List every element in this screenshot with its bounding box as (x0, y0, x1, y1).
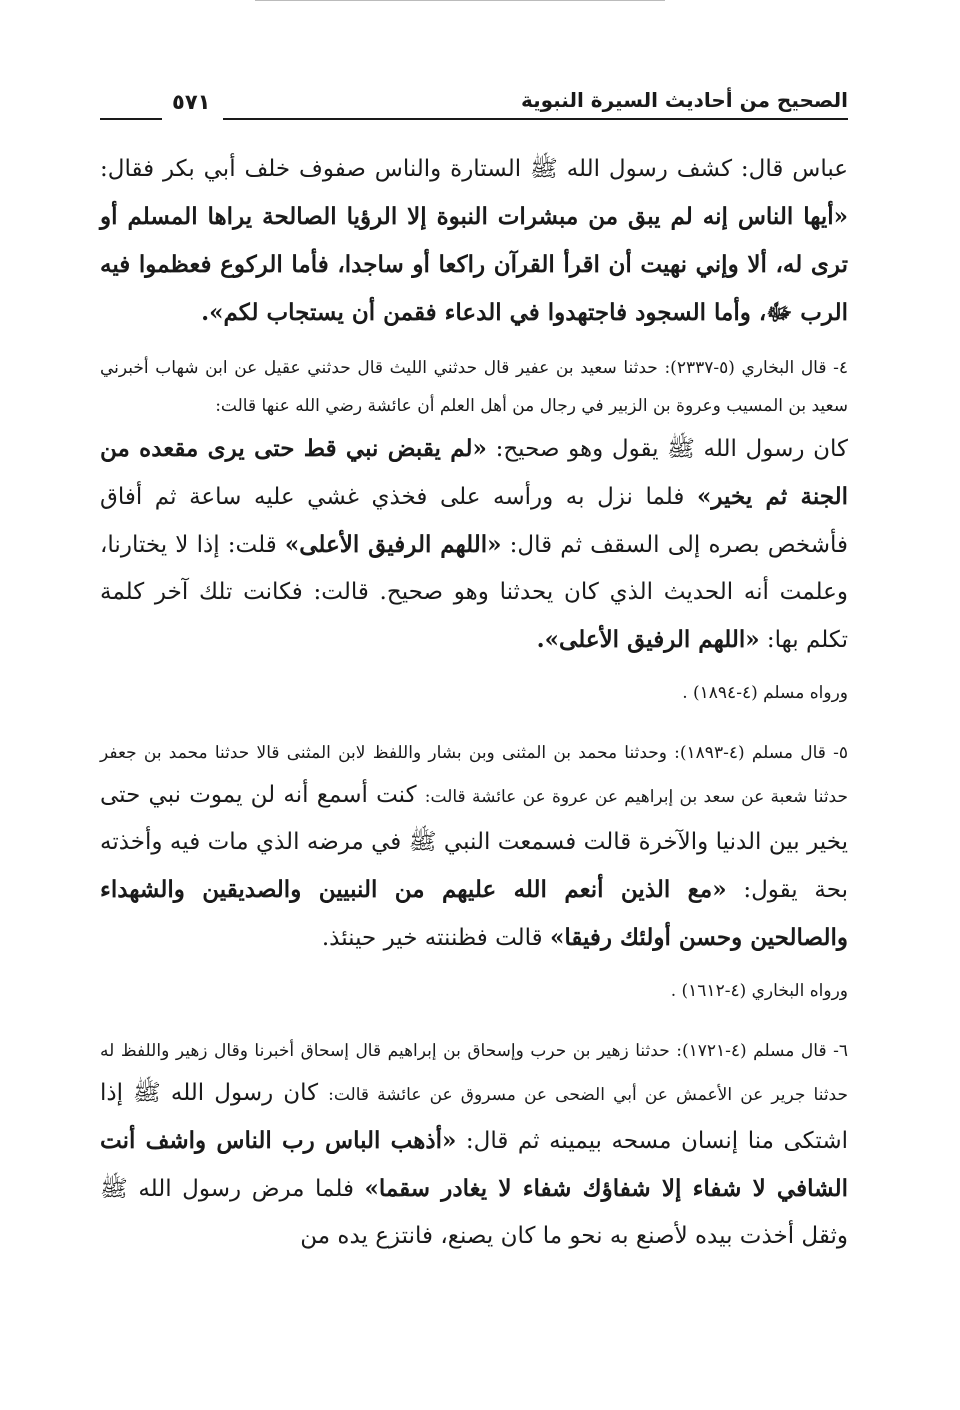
top-edge-rule (255, 0, 665, 3)
bold-quote: «مع الذين أنعم الله عليهم من النبيين والصديقين والشهداء والصالحين وحسن أولئك رفيقا» (100, 876, 848, 951)
header-rule-short (100, 118, 162, 120)
text-segment: ورواه البخاري (٤-١٦١٢) . (670, 981, 848, 1001)
page-number: ٥٧١ (172, 90, 211, 114)
isnad-paragraph (100, 734, 848, 962)
bold-quote: «اللهم الرفيق الأعلى» (284, 531, 502, 558)
text-segment: فلما نزل به ورأسه على فخذي غشي عليه ساعة ثم أفاق فأشخص بصره إلى السقف ثم قال: (100, 484, 848, 558)
narration-reference (100, 976, 848, 1006)
bold-quote: «لم يقبض نبي قط حتى يرى مقعده من الجنة ثم يخير» (100, 435, 848, 510)
text-segment: ٦- قال مسلم (٤-١٧٢١): حدثنا زهير بن حرب وإسحاق بن إبراهيم قال إسحاق أخبرنا وقال زهير واللفظ له حدثنا جرير عن الأعمش عن أبي الضحى عن مسروق عن عائشة قالت: (100, 1041, 848, 1105)
text-segment: فلما مرض رسول الله ﷺ وثقل أخذت بيده لأصنع به نحو ما كان يصنع، فانتزع يده من (100, 1176, 848, 1249)
text-segment: ٥- قال مسلم (٤-١٨٩٣): وحدثنا محمد بن المثنى وبن بشار واللفظ لابن المثنى قالا حدثنا محمد بن جعفر حدثنا شعبة عن سعد بن إبراهيم عن عروة عن عائشة قالت: (100, 743, 848, 807)
text-segment: كان رسول الله ﷺ يقول وهو صحيح: (486, 436, 848, 462)
isnad-paragraph (100, 1032, 848, 1260)
bold-quote: «أيها الناس إنه لم يبق من مبشرات النبوة إلا الرؤيا الصالحة يراها المسلم أو ترى له، ألا وإني نهيت أن اقرأ القرآن راكعا أو ساجدا، فأما الركوع فعظموا فيه الرب ﷻ، وأما السجود فاجتهدوا في الدعاء فقمن أن يستجاب لكم». (100, 203, 849, 326)
header-rule (223, 118, 848, 120)
running-title: الصحيح من أحاديث السيرة النبوية (520, 88, 848, 112)
text-segment: عباس قال: كشف رسول الله ﷺ الستارة والناس صفوف خلف أبي بكر فقال: (100, 156, 848, 182)
text-segment: ٤- قال البخاري (٥-٢٣٣٧): حدثنا سعيد بن عفير قال حدثني الليث قال حدثني عقيل عن ابن شهاب أخبرني سعيد بن المسيب وعروة بن الزبير في رجال من أهل العلم أن عائشة رضي الله عنها قالت: (100, 358, 849, 416)
narration-reference (100, 678, 848, 708)
hadith-text (100, 146, 848, 337)
bold-quote: «اللهم الرفيق الأعلى». (536, 626, 760, 653)
text-segment: ورواه مسلم (٤-١٨٩٤) . (682, 683, 848, 703)
text-segment: كان رسول الله ﷺ إذا اشتكى منا إنسان مسحه بيمينه ثم قال: (100, 1080, 848, 1154)
text-segment: قلت: إذا لا يختارنا، وعلمت أنه الحديث الذي كان يحدثنا وهو صحيح. قالت: فكانت تلك آخر كلمة تكلم بها: (100, 532, 848, 653)
page-header (100, 86, 848, 120)
hadith-text (100, 425, 848, 664)
page-body (100, 146, 848, 1272)
text-segment: قالت فظننته خير حينئذ. (321, 925, 550, 951)
isnad-paragraph (100, 349, 848, 425)
bold-quote: «أذهب الباس رب الناس واشف أنت الشافي لا شفاء إلا شفاؤك شفاء لا يغادر سقما» (100, 1127, 848, 1202)
text-segment: كنت أسمع أنه لن يموت نبي حتى يخير بين الدنيا والآخرة قالت فسمعت النبي ﷺ في مرضه الذي مات فيه وأخذته بحة يقول: (100, 782, 848, 903)
